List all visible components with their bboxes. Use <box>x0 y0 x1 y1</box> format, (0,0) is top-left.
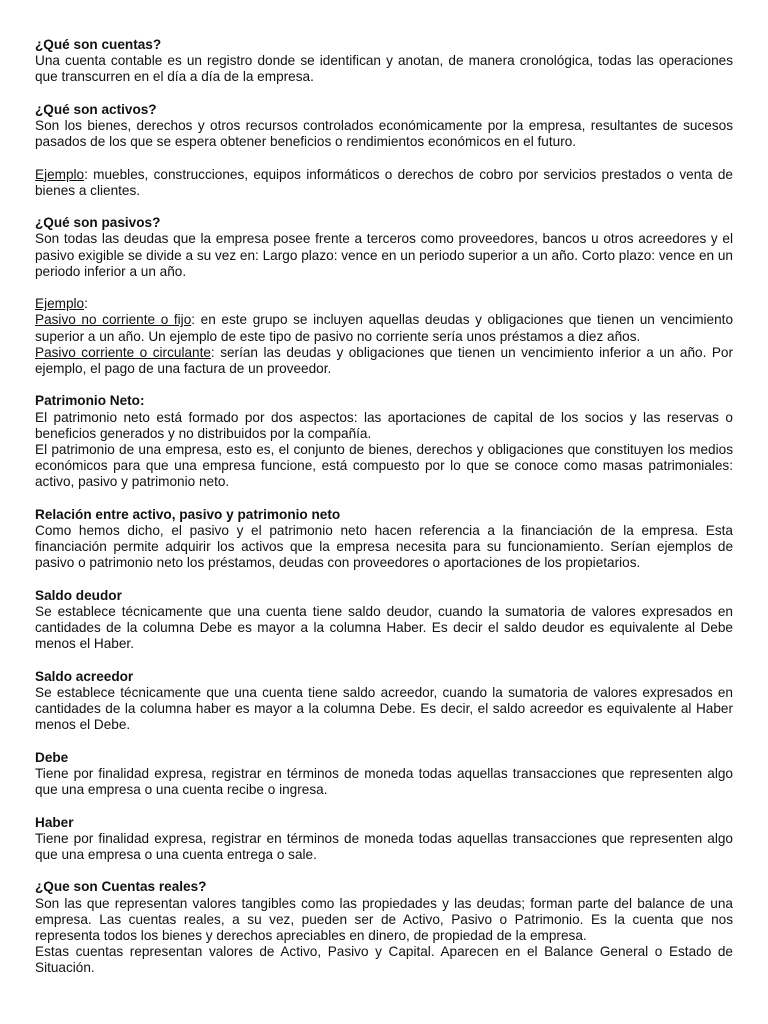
example-label: Ejemplo <box>35 166 85 182</box>
document-page <box>35 37 733 993</box>
section-heading: Saldo deudor <box>35 587 122 603</box>
section-paragraph: El patrimonio de una empresa, esto es, el conjunto de bienes, derechos y obligaciones que constituyen los medios económicos para que una empresa funcione, está compuesto por lo que se conoce como masas patrimoniales: activo, pasivo y patrimonio neto. <box>35 442 733 490</box>
current-liability-text: : serían las deudas y obligaciones que tienen un vencimiento inferior a un año. Por ejemplo, el pago de una factura de un proveedor. <box>35 344 733 376</box>
section-heading: Patrimonio Neto: <box>35 393 145 409</box>
section-patrimonio-neto <box>35 393 733 490</box>
section-heading: Saldo acreedor <box>35 668 134 684</box>
section-relacion <box>35 507 733 572</box>
noncurrent-liability-label: Pasivo no corriente o fijo <box>35 312 192 328</box>
section-paragraph: Son los bienes, derechos y otros recursos controlados económicamente por la empresa, resultantes de sucesos pasados de los que se espera obtener beneficios o rendimientos económicos en el futuro. <box>35 118 733 150</box>
section-haber <box>35 815 733 864</box>
section-cuentas <box>35 37 733 86</box>
section-paragraph: Se establece técnicamente que una cuenta tiene saldo acreedor, cuando la sumatoria de valores expresados en cantidades de la columna haber es mayor a la columna Debe. Es decir, el saldo acreedor es equivalente al Haber menos el Debe. <box>35 685 733 733</box>
paragraph-gap <box>35 150 733 166</box>
section-paragraph: Se establece técnicamente que una cuenta tiene saldo deudor, cuando la sumatoria de valores expresados en cantidades de la columna Debe es mayor a la columna Haber. Es decir el saldo deudor es equivalente al Debe menos el Haber. <box>35 604 733 652</box>
section-debe <box>35 750 733 799</box>
section-paragraph: Tiene por finalidad expresa, registrar en términos de moneda todas aquellas transacciones que representen algo que una empresa o una cuenta entrega o sale. <box>35 830 733 862</box>
example-paragraph <box>35 296 733 312</box>
section-saldo-acreedor <box>35 669 733 734</box>
paragraph-gap <box>35 280 733 296</box>
section-heading: ¿Qué son pasivos? <box>35 215 161 231</box>
noncurrent-liability-paragraph <box>35 312 733 344</box>
section-paragraph: Tiene por finalidad expresa, registrar en términos de moneda todas aquellas transacciones que representen algo que una empresa o una cuenta recibe o ingresa. <box>35 766 733 798</box>
section-paragraph: El patrimonio neto está formado por dos aspectos: las aportaciones de capital de los socios y las reservas o beneficios generados y no distribuidos por la compañía. <box>35 409 733 441</box>
section-saldo-deudor <box>35 588 733 653</box>
section-heading: Debe <box>35 749 69 765</box>
section-paragraph: Como hemos dicho, el pasivo y el patrimonio neto hacen referencia a la financiación de la empresa. Esta financiación permite adquirir los activos que la empresa necesita para su funcionamiento. Serían ejemplos de pasivo o patrimonio neto los préstamos, deudas con proveedores o aportaciones de los propietarios. <box>35 523 733 571</box>
current-liability-label: Pasivo corriente o circulante <box>35 344 211 360</box>
example-label: Ejemplo <box>35 296 85 312</box>
section-cuentas-reales <box>35 879 733 976</box>
example-text: : muebles, construcciones, equipos informáticos o derechos de cobro por servicios prestados o venta de bienes a clientes. <box>35 166 733 198</box>
section-paragraph: Son todas las deudas que la empresa posee frente a terceros como proveedores, bancos u otros acreedores y el pasivo exigible se divide a su vez en: Largo plazo: vence en un periodo superior a un año. Corto plazo: vence en un periodo inferior a un año. <box>35 231 733 279</box>
section-pasivos <box>35 215 733 377</box>
section-paragraph: Una cuenta contable es un registro donde se identifican y anotan, de manera cronológica, todas las operaciones que transcurren en el día a día de la empresa. <box>35 53 733 85</box>
section-paragraph: Son las que representan valores tangibles como las propiedades y las deudas; forman parte del balance de una empresa. Las cuentas reales, a su vez, pueden ser de Activo, Pasivo o Patrimonio. Es la cuenta que nos representa todos los bienes y derechos apreciables en dinero, de propiedad de la empresa. <box>35 895 733 943</box>
current-liability-paragraph <box>35 345 733 377</box>
section-heading: ¿Qué son activos? <box>35 101 157 117</box>
section-activos <box>35 102 733 199</box>
section-heading: ¿Qué son cuentas? <box>35 37 162 52</box>
section-paragraph: Estas cuentas representan valores de Activo, Pasivo y Capital. Aparecen en el Balance General o Estado de Situación. <box>35 944 733 976</box>
example-colon: : <box>84 296 88 312</box>
section-heading: Haber <box>35 814 74 830</box>
section-heading: ¿Que son Cuentas reales? <box>35 879 207 895</box>
section-heading: Relación entre activo, pasivo y patrimonio neto <box>35 506 341 522</box>
noncurrent-liability-text: : en este grupo se incluyen aquellas deudas y obligaciones que tienen un vencimiento superior a un año. Un ejemplo de este tipo de pasivo no corriente sería unos préstamos a diez años. <box>35 312 734 344</box>
example-paragraph <box>35 167 733 199</box>
